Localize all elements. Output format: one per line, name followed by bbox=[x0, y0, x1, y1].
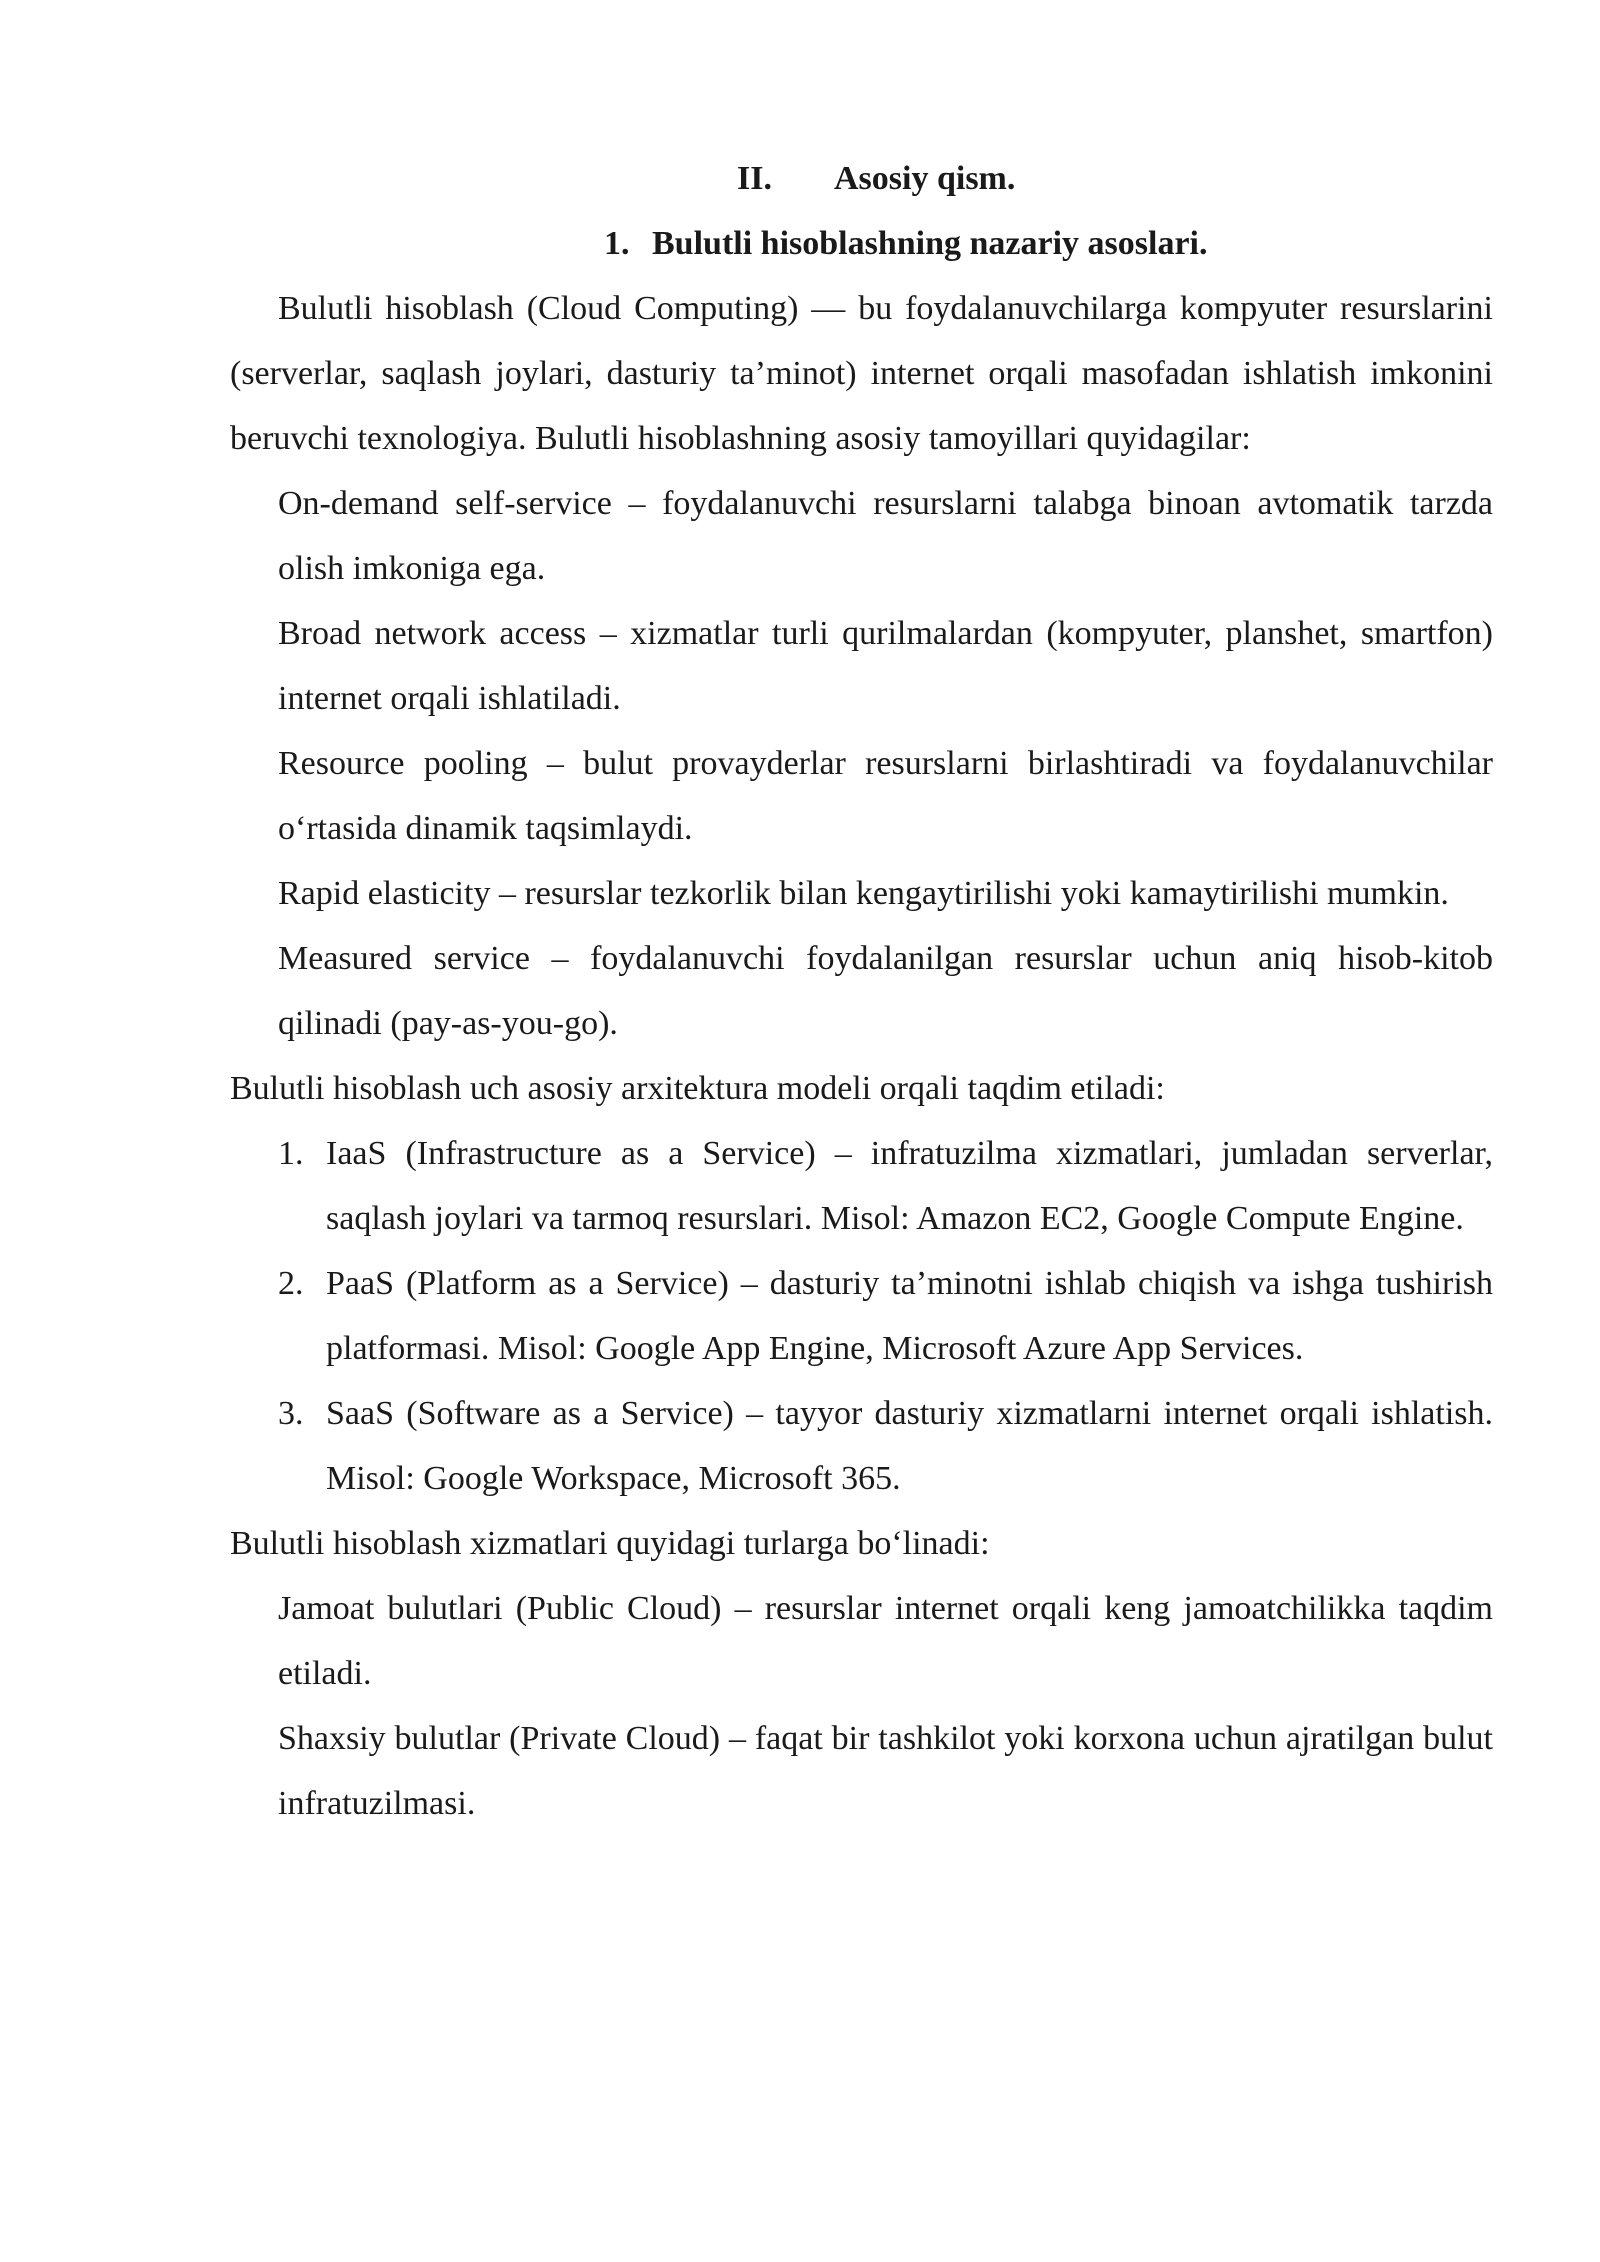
principle-item: Measured service – foydalanuvchi foydalanilgan resurslar uchun aniq hisob-kitob qilinadi (pay-as-you-go). bbox=[278, 940, 1493, 1042]
model-text: IaaS (Infrastructure as a Service) – infratuzilma xizmatlari, jumladan serverlar, saqlash joylari va tarmoq resurslari. Misol: Amazon EC2, Google Compute Engine. bbox=[326, 1135, 1493, 1237]
subsection-number: 1. bbox=[604, 225, 630, 262]
model-list-item bbox=[230, 1251, 1493, 1381]
section-number: II. bbox=[737, 160, 772, 197]
cloud-type-item: Jamoat bulutlari (Public Cloud) – resurslar internet orqali keng jamoatchilikka taqdim etiladi. bbox=[278, 1590, 1493, 1692]
types-intro-paragraph: Bulutli hisoblash xizmatlari quyidagi turlarga bo‘linadi: bbox=[230, 1525, 990, 1562]
subsection-title: Bulutli hisoblashning nazariy asoslari. bbox=[652, 225, 1208, 262]
section-heading bbox=[230, 146, 1493, 211]
subsection-heading bbox=[230, 211, 1493, 276]
intro-paragraph: Bulutli hisoblash (Cloud Computing) — bu foydalanuvchilarga kompyuter resurslarini (serverlar, saqlash joylari, dasturiy ta’minot) internet orqali masofadan ishlatish imkonini beruvchi texnologiya. Bulutli hisoblashning asosiy tamoyillari quyidagilar: bbox=[230, 290, 1493, 457]
section-title: Asosiy qism. bbox=[834, 160, 1016, 197]
principle-item: Broad network access – xizmatlar turli qurilmalardan (kompyuter, planshet, smartfon) internet orqali ishlatiladi. bbox=[278, 615, 1493, 717]
principle-item: On-demand self-service – foydalanuvchi resurslarni talabga binoan avtomatik tarzda olish imkoniga ega. bbox=[278, 485, 1493, 587]
models-list bbox=[230, 1121, 1493, 1511]
list-marker: 1. bbox=[278, 1135, 304, 1172]
models-intro-paragraph: Bulutli hisoblash uch asosiy arxitektura modeli orqali taqdim etiladi: bbox=[230, 1070, 1165, 1107]
principle-item: Rapid elasticity – resurslar tezkorlik bilan kengaytirilishi yoki kamaytirilishi mumkin. bbox=[278, 875, 1449, 912]
principle-item: Resource pooling – bulut provayderlar resurslarni birlashtiradi va foydalanuvchilar o‘rtasida dinamik taqsimlaydi. bbox=[278, 745, 1493, 847]
page-content bbox=[230, 146, 1493, 1836]
model-text: PaaS (Platform as a Service) – dasturiy ta’minotni ishlab chiqish va ishga tushirish platformasi. Misol: Google App Engine, Microsoft Azure App Services. bbox=[326, 1265, 1493, 1367]
model-list-item bbox=[230, 1121, 1493, 1251]
list-marker: 2. bbox=[278, 1265, 304, 1302]
model-text: SaaS (Software as a Service) – tayyor dasturiy xizmatlarni internet orqali ishlatish. Misol: Google Workspace, Microsoft 365. bbox=[326, 1395, 1493, 1497]
list-marker: 3. bbox=[278, 1395, 304, 1432]
cloud-type-item: Shaxsiy bulutlar (Private Cloud) – faqat bir tashkilot yoki korxona uchun ajratilgan bulut infratuzilmasi. bbox=[278, 1720, 1493, 1822]
model-list-item bbox=[230, 1381, 1493, 1511]
